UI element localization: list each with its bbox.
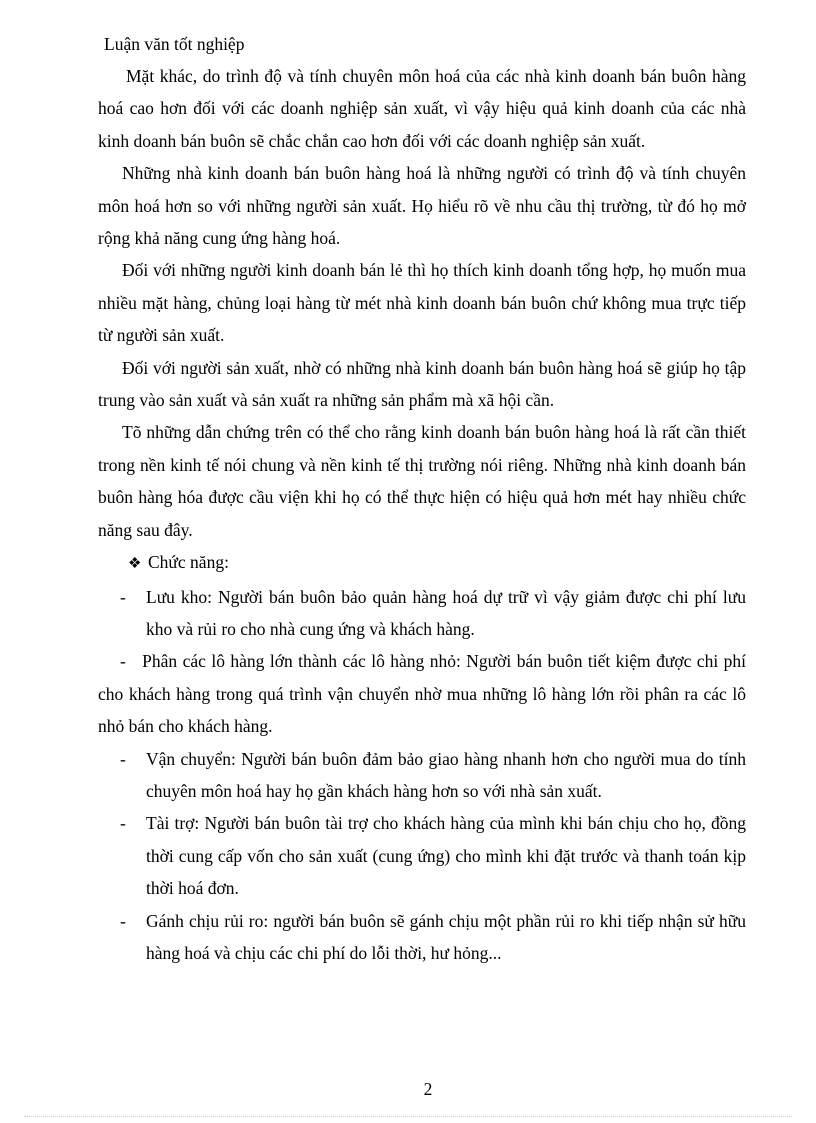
page-footer-divider xyxy=(24,1116,792,1117)
paragraph: Đối với người sản xuất, nhờ có những nhà kinh doanh bán buôn hàng hoá sẽ giúp họ tập trung vào sản xuất và sản xuất ra những sản phẩm mà xã hội cần. xyxy=(98,357,746,411)
list-item xyxy=(98,905,746,970)
paragraph: Đối với những người kinh doanh bán lẻ thì họ thích kinh doanh tổng hợp, họ muốn mua nhiều mặt hàng, chủng loại hàng từ mét nhà kinh doanh bán buôn chứ không mua trực tiếp từ người sản xuất. xyxy=(98,260,746,346)
dash-marker: - xyxy=(120,748,126,769)
dash-marker: - xyxy=(120,586,126,607)
body-text xyxy=(98,60,746,969)
list-item xyxy=(98,807,746,904)
list-item-body: Phân các lô hàng lớn thành các lô hàng nhỏ: Người bán buôn tiết kiệm được chi phí cho khách hàng trong quá trình vận chuyển nhờ mua những lô hàng lớn rồi phân ra các lô nhỏ bán cho khách hàng. xyxy=(98,651,746,737)
paragraph: Tõ những dẫn chứng trên có thể cho rằng kinh doanh bán buôn hàng hoá là rất cần thiết trong nền kinh tế nói chung và nền kinh tế thị trường nói riêng. Những nhà kinh doanh bán buôn hàng hóa được cầu viện khi họ có thể thực hiện có hiệu quả hơn mét hay nhiều chức năng sau đây. xyxy=(98,422,746,540)
dash-marker: - xyxy=(120,813,126,834)
list-item-text: Tài trợ: Người bán buôn tài trợ cho khách hàng của mình khi bán chịu cho họ, đồng thời cung cấp vốn cho sản xuất (cung ứng) cho mình khi đặt trước và thanh toán kịp thời hoá đơn. xyxy=(146,813,746,899)
list-item-text xyxy=(98,645,746,742)
running-header: Luận văn tốt nghiệp xyxy=(104,34,245,54)
paragraph: Mặt khác, do trình độ và tính chuyên môn hoá của các nhà kinh doanh bán buôn hàng hoá cao hơn đối với các doanh nghiệp sản xuất, vì vậy hiệu quả kinh doanh của các nhà kinh doanh bán buôn sẽ chắc chắn cao hơn đối với các doanh nghiệp sản xuất. xyxy=(98,66,746,151)
list-item-text: Gánh chịu rủi ro: người bán buôn sẽ gánh chịu một phần rủi ro khi tiếp nhận sử hữu hàng hoá và chịu các chi phí do lỗi thời, hư hỏng... xyxy=(146,910,746,963)
subheading-text: Chức năng: xyxy=(148,552,229,573)
dash-marker: - xyxy=(120,910,126,931)
page-number: 2 xyxy=(423,1079,433,1099)
list-item-text: Vận chuyển: Người bán buôn đảm bảo giao hàng nhanh hơn cho người mua do tính chuyên môn hoá hay họ gần khách hàng hơn so với nhà sản xuất. xyxy=(146,748,746,801)
list-item xyxy=(98,645,746,742)
list-item xyxy=(98,581,746,646)
list-item xyxy=(98,743,746,808)
list-item-text: Lưu kho: Người bán buôn bảo quản hàng hoá dự trữ vì vậy giảm được chi phí lưu kho và rủi ro cho nhà cung ứng và khách hàng. xyxy=(146,586,746,639)
paragraph: Những nhà kinh doanh bán buôn hàng hoá là những người có trình độ và tính chuyên môn hoá hơn so với những người sản xuất. Họ hiểu rõ về nhu cầu thị trường, từ đó họ mở rộng khả năng cung ứng hàng hoá. xyxy=(98,163,746,249)
four-diamond-bullet-icon: ❖ xyxy=(128,556,142,573)
function-list xyxy=(98,581,746,970)
section-subheading xyxy=(98,546,746,580)
dash-marker: - xyxy=(120,651,126,672)
